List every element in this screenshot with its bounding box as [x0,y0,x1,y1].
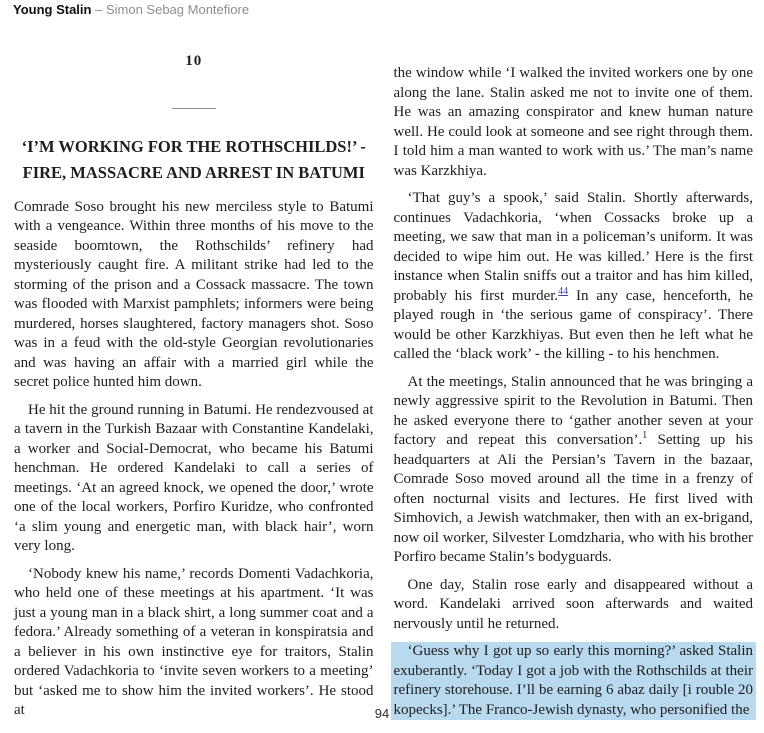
header-separator: – [95,2,103,17]
text-segment: Comrade Soso brought his new merciless style to Batumi with a vengeance. Within three months of his move to the seaside boomtown, the Rothschilds’ refinery had mysteriously caught fire. A militant strike had led to the storming of the prison and a Cossack massacre. The town was flooded with Marxist pamphlets; informers were being murdered, horses slaughtered, factory managers shot. Soso was in a feud with the old-style Georgian revolutionaries and was having an affair with a married girl while the secret police hunted him down. [14,198,374,390]
book-author: Simon Sebag Montefiore [105,2,250,17]
left-column [14,52,374,721]
book-title: Young Stalin [13,2,92,17]
chapter-title [14,134,374,186]
page-number: 94 [374,706,390,721]
text-segment: In any case, henceforth, he played rough in ‘the serious game of conspiracy’. There would be other Karzkhiyas. But even then he left what he called the ‘black work’ - the killing - to his henchmen. [393,287,753,362]
paragraph [394,576,754,635]
left-column-text [14,198,374,721]
footnote-marker: 1 [642,430,648,441]
text-segment: ‘Nobody knew his name,’ records Domenti Vadachkoria, who held one of these meetings at his apartment. ‘It was just a young man in a black shirt, a long summer coat and a fedora.’ Already something of a veteran in konspiratsia and a believer in his own instinctive eye for traitors, Stalin ordered Vadachkoria to ‘invite seven workers to a meeting’ but ‘asked me to show him the invited workers’. He stood at [14,565,374,718]
paragraph [394,373,754,568]
footnote-link[interactable]: 44 [558,285,569,297]
text-segment: He hit the ground running in Batumi. He rendezvoused at a tavern in the Turkish Bazaar with Constantine Kandelaki, a worker and Social-Democrat, who became his Batumi henchman. He ordered Kandelaki to call a series of meetings. ‘At an agreed knock, we opened the door,’ wrote one of the local workers, Porfiro Kuridze, who confronted ‘a slim young and energetic man, with black hair’, worn very long. [14,401,374,554]
paragraph [14,198,374,393]
text-segment: the window while ‘I walked the invited workers one by one along the lane. Stalin asked me not to invite one of them. He was an amazing conspirator and knew human nature well. He could look at someone and see right through them. I told him a man wanted to work with us.’ The man’s name was Karzkhiya. [393,65,753,179]
paragraph [394,189,754,365]
text-segment: Setting up his headquarters at Ali the Persian’s Tavern in the bazaar, Comrade Soso moved around all the time in a frenzy of often nocturnal visits and lectures. He first lived with Simhovich, a Jewish watchmaker, then with an ex-brigand, now oil worker, Silvester Lomdzharia, who with his brother Porfiro became Stalin’s bodyguards. [393,432,753,565]
page-container [14,52,753,721]
chapter-title-line1: ‘I’M WORKING FOR THE ROTHSCHILDS!’ - [21,136,366,156]
chapter-number: 10 [185,53,203,69]
paragraph [394,64,754,181]
paragraph [14,565,374,721]
section-divider [172,108,216,109]
right-column [394,64,754,721]
reader-header [13,2,249,17]
paragraph [14,401,374,557]
text-segment: ‘Guess why I got up so early this morning?’ asked Stalin exuberantly. ‘Today I got a job with the Rothschilds at their refinery storehouse. I’ll be earning 6 abaz daily [i rouble 20 kopecks].’ The Franco-Jewish dynasty, who personified the [393,643,753,718]
text-segment: ‘That guy’s a spook,’ said Stalin. Shortly afterwards, continues Vadachkoria, ‘when Cossacks broke up a meeting, we saw that man in a policeman’s uniform. It was decided to wipe him out. He was killed.’ Here is the first instance when Stalin sniffs out a traitor and has him killed, probably his first murder. [393,190,753,304]
text-segment: One day, Stalin rose early and disappeared without a word. Kandelaki arrived soon afterwards and waited nervously until he returned. [393,576,753,632]
chapter-title-line2: FIRE, MASSACRE AND ARREST IN BATUMI [22,162,365,182]
text-segment: At the meetings, Stalin announced that he was bringing a newly aggressive spirit to the Revolution in Batumi. Then he asked everyone there to ‘gather another seven at your factory and repeat this conversation’. [393,373,753,448]
